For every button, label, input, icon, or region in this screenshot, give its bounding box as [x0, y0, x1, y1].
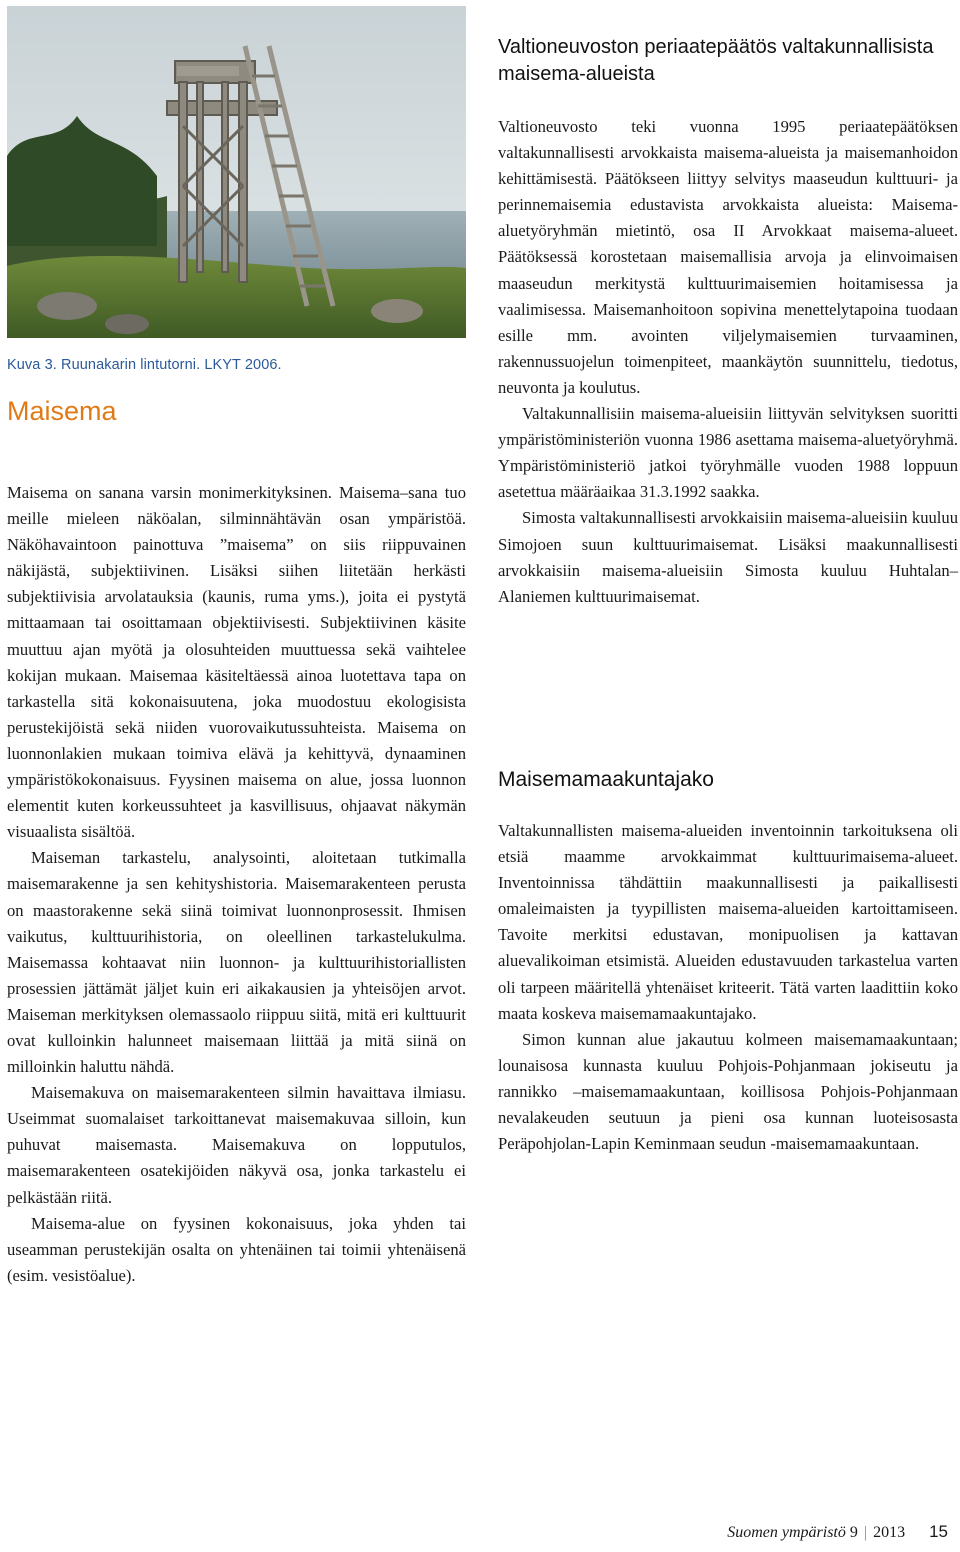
publication-year: 2013: [873, 1524, 906, 1541]
paragraph: Valtioneuvosto teki vuonna 1995 periaatepäätöksen valtakunnallisesti arvokkaista maisema-alueista ja maisemanhoidon kehittämisestä. Päätökseen liittyy selvitys maaseudun kulttuuri- ja perinnemaisemia edustavista arvokkaista alueista: Maisema-aluetyöryhmän mietintö, osa II Arvokkaat maisema-alueet. Päätöksessä korostetaan maisemallisia arvoja ja elinvoimaisen maaseudun merkitystä kulttuurimaisemien hoitamisessa ja vaalimisessa. Maisemanhoitoon sopivina menettelytapoina tuodaan esille mm. avointen viljelymaisemien turvaaminen, rakennussuojelun toimenpiteet, maankäytön suunnittelu, tiedotus, neuvonta ja koulutus.: [498, 117, 958, 397]
paragraph: Maiseman tarkastelu, analysointi, aloitetaan tutkimalla maisemarakenne ja sen kehityshistoria. Maisemarakenteen perusta on maastorakenne sekä siinä toimivat luonnonprosessit. Ihmisen vaikutus, kulttuurihistoria, on oleellinen tarkastelukulma. Maisemassa kohtaavat niin luonnon- ja kulttuurihistoriallisten prosessien jättämät jäljet kuin eri aikakausien ja yhteisöjen arvot. Maiseman merkityksen olemassaolo riippuu siitä, mitä eri kulttuurit ovat kulloinkin halunneet maisemaan liittää ja mitä siinä on milloinkin haluttu nähdä.: [7, 848, 466, 1077]
birdwatching-tower-photo: [7, 6, 466, 338]
left-column-body: [7, 480, 466, 1289]
sidebar-title: Valtioneuvoston periaatepäätös valtakunnallisista maisema-alueista: [498, 36, 934, 85]
paragraph: Simosta valtakunnallisesti arvokkaisiin maisema-alueisiin kuuluu Simojoen suun kulttuurimaisemat. Lisäksi maakunnallisesti arvokkaisiin maisema-alueisiin Simosta kuuluu Huhtalan–Alaniemen kulttuurimaisemat.: [498, 508, 958, 606]
paragraph: Valtakunnallisiin maisema-alueisiin liittyvän selvityksen suoritti ympäristöministeriön vuonna 1986 asettama maisema-aluetyöryhmä. Ympäristöministeriö jatkoi työryhmälle vuoden 1988 loppuun asetettua määräaikaa 31.3.1992 saakka.: [498, 404, 958, 502]
paragraph: Maisema-alue on fyysinen kokonaisuus, joka yhden tai useamman perustekijän osalta on yhtenäinen tai toimii yhtenäisenä (esim. vesistöalue).: [7, 1213, 466, 1285]
paragraph: Maisemakuva on maisemarakenteen silmin havaittava ilmiasu. Useimmat suomalaiset tarkoittanevat maisemakuvaa silloin, kun puhuvat maisemasta. Maisemakuva on lopputulos, maisemarakenteen osatekijöiden näkyvä osa, jonka tarkastelu ei pelkästään riitä.: [7, 1083, 466, 1207]
page-number: 15: [929, 1522, 948, 1541]
footer-separator: |: [863, 1524, 868, 1541]
section-heading-maisemamaakuntajako: Maisemamaakuntajako: [498, 768, 714, 791]
paragraph: Valtakunnallisten maisema-alueiden inventoinnin tarkoituksena oli etsiä maamme arvokkaimmat kulttuurimaisema-alueet. Inventoinnissa tähdättiin maakunnallisesti ja paikallisesti omaleimaisten ja tyypillisten maisema-alueiden kartoittamiseen. Tavoite merkitsi edustavan, monipuolisen ja kattavan aluevalikoiman etsimistä. Alueiden edustavuuden tarkastelua varten oli tarpeen määritellä yhtenäiset kriteerit. Tätä varten laadittiin koko maata koskeva maisemamaakuntajako.: [498, 821, 958, 1023]
right-column-body-2: [498, 818, 958, 1157]
section-heading-maisema: Maisema: [7, 396, 117, 426]
paragraph: Maisema on sanana varsin monimerkityksinen. Maisema–sana tuo meille mieleen näköalan, silminnähtävän osan ympäristöä. Näköhavaintoon painottuva ”maisema” on siis riippuvainen näkijästä, subjektiivinen. Lisäksi siihen liitetään herkästi subjektiivisia arvolatauksia (kaunis, ruma yms.), joita ei pystytä mittaamaan tai osoittamaan objektiivisesti. Subjektiivinen käsite muuttuu ajan myötä ja olosuhteiden muuttuessa sekä vaihtelee kokijan mukaan. Maisemaa käsiteltäessä ainoa luotettava tapa on tarkastella sitä kokonaisuutena, joka muodostuu ekologisista perustekijöistä sekä niiden vuorovaikutussuhteista. Maisema on luonnonlakien mukaan toimiva elävä ja kehittyvä, dynaaminen ympäristökokonaisuus. Fyysinen maisema on alue, jossa luonnon elementit kuten korkeussuhteet ja kasvillisuus, ohjaavat näkymän visuaalista sisältöä.: [7, 483, 466, 842]
issue-number: 9: [849, 1524, 858, 1541]
publication-name: Suomen ympäristö: [727, 1524, 846, 1541]
photo-caption: Kuva 3. Ruunakarin lintutorni. LKYT 2006.: [7, 357, 282, 373]
paragraph: Simon kunnan alue jakautuu kolmeen maisemamaakuntaan; lounaisosa kunnasta kuuluu Pohjois-Pohjanmaan jokiseutu ja rannikko –maisemamaakuntaan, koillisosa Pohjois-Pohjanmaan nevalakeuden seutuun ja pieni osa kunnan luoteisosasta Peräpohjolan-Lapin Keminmaan seudun -maisemamaakuntaan.: [498, 1029, 958, 1154]
page-footer: [727, 1522, 948, 1542]
right-column-body: [498, 114, 958, 610]
